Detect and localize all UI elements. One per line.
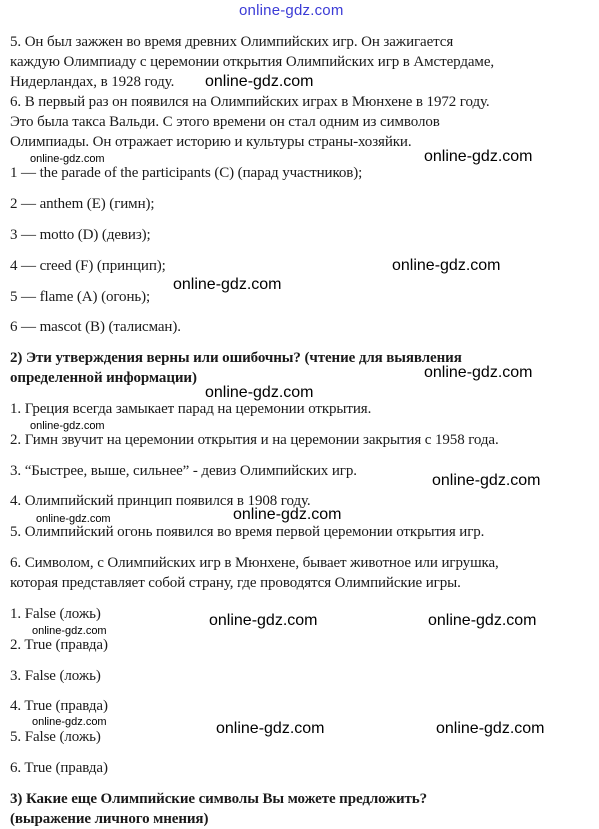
watermark: online-gdz.com xyxy=(424,148,533,165)
statement-6-line-2: которая представляет собой страну, где проводятся Олимпийские игры. xyxy=(10,575,461,591)
statement-5: 5. Олимпийский огонь появился во время первой церемонии открытия игр. xyxy=(10,524,485,540)
watermark-small: online-gdz.com xyxy=(32,716,107,728)
watermark: online-gdz.com xyxy=(173,276,282,293)
watermark-small: online-gdz.com xyxy=(36,513,111,525)
statement-6-line-1: 6. Символом, с Олимпийских игр в Мюнхене, бывает животное или игрушка, xyxy=(10,555,499,571)
statement-3: 3. “Быстрее, выше, сильнее” - девиз Олимпийских игр. xyxy=(10,463,357,479)
watermark: online-gdz.com xyxy=(205,384,314,401)
paragraph-6-line-3: Олимпиады. Он отражает историю и культуры страны-хозяйки. xyxy=(10,134,412,150)
watermark: online-gdz.com xyxy=(233,506,342,523)
statement-2: 2. Гимн звучит на церемонии открытия и на церемонии закрытия с 1958 года. xyxy=(10,432,499,448)
paragraph-5-line-2: каждую Олимпиаду с церемонии открытия Олимпийских игр в Амстердаме, xyxy=(10,54,495,70)
watermark: online-gdz.com xyxy=(436,720,545,737)
paragraph-5-line-1: 5. Он был зажжен во время древних Олимпийских игр. Он зажигается xyxy=(10,34,454,50)
watermark: online-gdz.com xyxy=(216,720,325,737)
watermark: online-gdz.com xyxy=(424,364,533,381)
watermark-small: online-gdz.com xyxy=(32,625,107,637)
section-3-heading-line-2: (выражение личного мнения) xyxy=(10,811,209,827)
paragraph-5-line-3: Нидерландах, в 1928 году. xyxy=(10,74,175,90)
section-2-heading-line-2: определенной информации) xyxy=(10,370,197,386)
match-item-5: 5 — flame (A) (огонь); xyxy=(10,289,151,305)
answer-4: 4. True (правда) xyxy=(10,698,108,714)
paragraph-6-line-1: 6. В первый раз он появился на Олимпийских играх в Мюнхене в 1972 году. xyxy=(10,94,490,110)
watermark: online-gdz.com xyxy=(428,612,537,629)
statement-1: 1. Греция всегда замыкает парад на церемонии открытия. xyxy=(10,401,372,417)
match-item-3: 3 — motto (D) (девиз); xyxy=(10,227,151,243)
watermark: online-gdz.com xyxy=(205,73,314,90)
watermark-top: online-gdz.com xyxy=(239,2,344,19)
answer-5: 5. False (ложь) xyxy=(10,729,101,745)
match-item-2: 2 — anthem (E) (гимн); xyxy=(10,196,155,212)
statement-4: 4. Олимпийский принцип появился в 1908 году. xyxy=(10,493,311,509)
paragraph-6-line-2: Это была такса Вальди. С этого времени он стал одним из символов xyxy=(10,114,440,130)
answer-3: 3. False (ложь) xyxy=(10,668,101,684)
watermark: online-gdz.com xyxy=(209,612,318,629)
watermark: online-gdz.com xyxy=(392,257,501,274)
section-2-heading-line-1: 2) Эти утверждения верны или ошибочны? (чтение для выявления xyxy=(10,350,462,366)
watermark: online-gdz.com xyxy=(432,472,541,489)
watermark-small: online-gdz.com xyxy=(30,420,105,432)
watermark-small: online-gdz.com xyxy=(30,153,105,165)
section-3-heading-line-1: 3) Какие еще Олимпийские символы Вы можете предложить? xyxy=(10,791,427,807)
match-item-4: 4 — creed (F) (принцип); xyxy=(10,258,166,274)
match-item-6: 6 — mascot (B) (талисман). xyxy=(10,319,181,335)
answer-6: 6. True (правда) xyxy=(10,760,108,776)
match-item-1: 1 — the parade of the participants (C) (парад участников); xyxy=(10,165,363,181)
answer-1: 1. False (ложь) xyxy=(10,606,101,622)
answer-2: 2. True (правда) xyxy=(10,637,108,653)
